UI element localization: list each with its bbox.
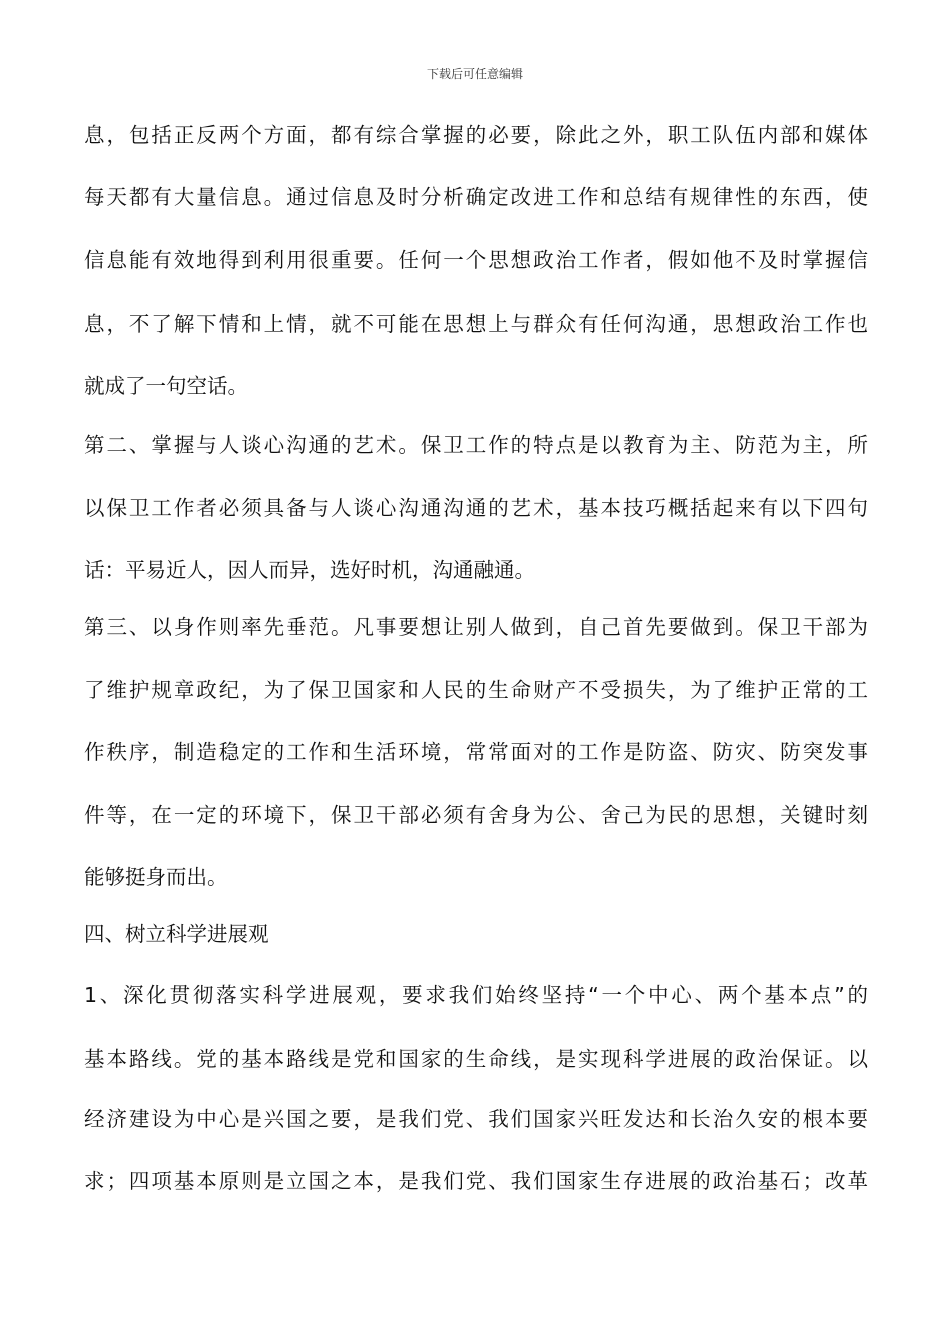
text-line: 息，包括正反两个方面，都有综合掌握的必要，除此之外，职工队伍内部和媒体 <box>84 123 868 147</box>
text-line: 件等，在一定的环境下，保卫干部必须有舍身为公、舍己为民的思想，关键时刻 <box>84 803 868 827</box>
text-line: 第二、掌握与人谈心沟通的艺术。保卫工作的特点是以教育为主、防范为主，所 <box>84 433 868 457</box>
text-line: 信息能有效地得到利用很重要。任何一个思想政治工作者，假如他不及时掌握信 <box>84 248 868 272</box>
text-line: 作秩序，制造稳定的工作和生活环境，常常面对的工作是防盗、防灾、防突发事 <box>84 740 868 764</box>
text-line: 就成了一句空话。 <box>84 374 248 398</box>
text-line: 息，不了解下情和上情，就不可能在思想上与群众有任何沟通，思想政治工作也 <box>84 312 868 336</box>
text-line: 能够挺身而出。 <box>84 865 228 889</box>
text-line: 以保卫工作者必须具备与人谈心沟通沟通的艺术，基本技巧概括起来有以下四句 <box>84 496 868 520</box>
text-line: 求；四项基本原则是立国之本，是我们党、我们国家生存进展的政治基石；改革 <box>84 1169 868 1193</box>
text-line: 话：平易近人，因人而异，选好时机，沟通融通。 <box>84 558 535 582</box>
section-heading: 四、树立科学进展观 <box>84 922 269 946</box>
text-line: 第三、以身作则率先垂范。凡事要想让别人做到，自己首先要做到。保卫干部为 <box>84 615 868 639</box>
text-line: 经济建设为中心是兴国之要，是我们党、我们国家兴旺发达和长治久安的根本要 <box>84 1107 868 1131</box>
page-header: 下载后可任意编辑 <box>426 67 523 81</box>
text-line: 1、深化贯彻落实科学进展观，要求我们始终坚持“一个中心、两个基本点”的 <box>84 983 868 1007</box>
text-line: 基本路线。党的基本路线是党和国家的生命线，是实现科学进展的政治保证。以 <box>84 1047 868 1071</box>
text-line: 了维护规章政纪，为了保卫国家和人民的生命财产不受损失，为了维护正常的工 <box>84 678 868 702</box>
text-line: 每天都有大量信息。通过信息及时分析确定改进工作和总结有规律性的东西，使 <box>84 185 868 209</box>
